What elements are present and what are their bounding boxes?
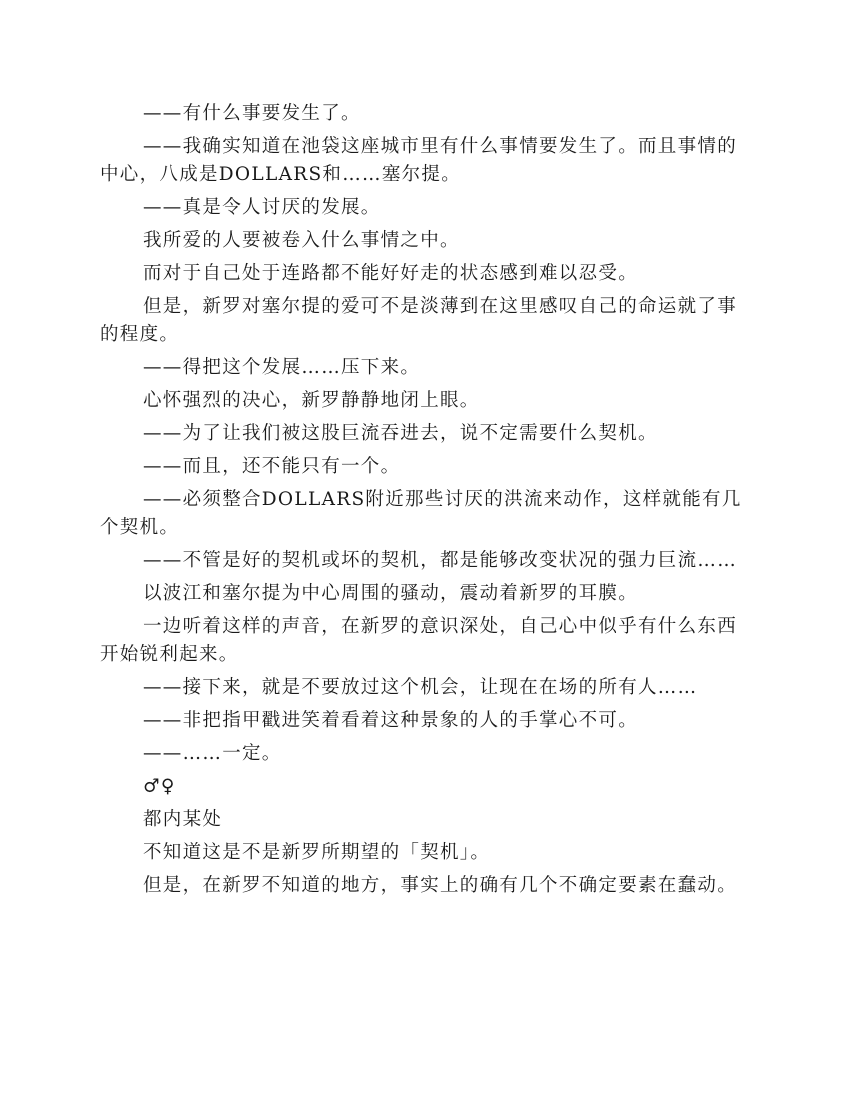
paragraph: ——接下来，就是不要放过这个机会，让现在在场的所有人…… — [143, 677, 698, 698]
paragraph: ——不管是好的契机或坏的契机，都是能够改变状况的强力巨流…… — [143, 550, 738, 571]
paragraph: ——我确实知道在池袋这座城市里有什么事情要发生了。而且事情的中心，八成是DOLLARS和……塞尔提。 — [100, 136, 738, 185]
paragraph: ——必须整合DOLLARS附近那些讨厌的洪流来动作，这样就能有几个契机。 — [100, 489, 742, 538]
paragraph: ——为了让我们被这股巨流吞进去，说不定需要什么契机。 — [143, 423, 658, 444]
paragraph: 一边听着这样的声音，在新罗的意识深处，自己心中似乎有什么东西开始锐利起来。 — [100, 616, 738, 665]
paragraph: ——有什么事要发生了。 — [143, 103, 361, 124]
section-separator: ♂♀ — [143, 776, 176, 797]
paragraph: 以波江和塞尔提为中心周围的骚动，震动着新罗的耳膜。 — [143, 583, 639, 604]
paragraph: ——非把指甲戳进笑着看着这种景象的人的手掌心不可。 — [143, 710, 639, 731]
paragraph: 但是，在新罗不知道的地方，事实上的确有几个不确定要素在蠢动。 — [143, 875, 738, 896]
paragraph: 我所爱的人要被卷入什么事情之中。 — [143, 230, 460, 251]
paragraph: ——真是令人讨厌的发展。 — [143, 197, 381, 218]
scene-heading: 都内某处 — [143, 809, 223, 830]
paragraph: ——……一定。 — [143, 743, 282, 764]
paragraph: 不知道这是不是新罗所期望的「契机」。 — [143, 842, 491, 863]
paragraph: ——得把这个发展……压下来。 — [143, 357, 421, 378]
document-page — [100, 100, 746, 905]
paragraph: 但是，新罗对塞尔提的爱可不是淡薄到在这里感叹自己的命运就了事的程度。 — [100, 296, 738, 345]
paragraph: ——而且，还不能只有一个。 — [143, 456, 401, 477]
paragraph: 而对于自己处于连路都不能好好走的状态感到难以忍受。 — [143, 263, 639, 284]
paragraph: 心怀强烈的决心，新罗静静地闭上眼。 — [143, 390, 480, 411]
